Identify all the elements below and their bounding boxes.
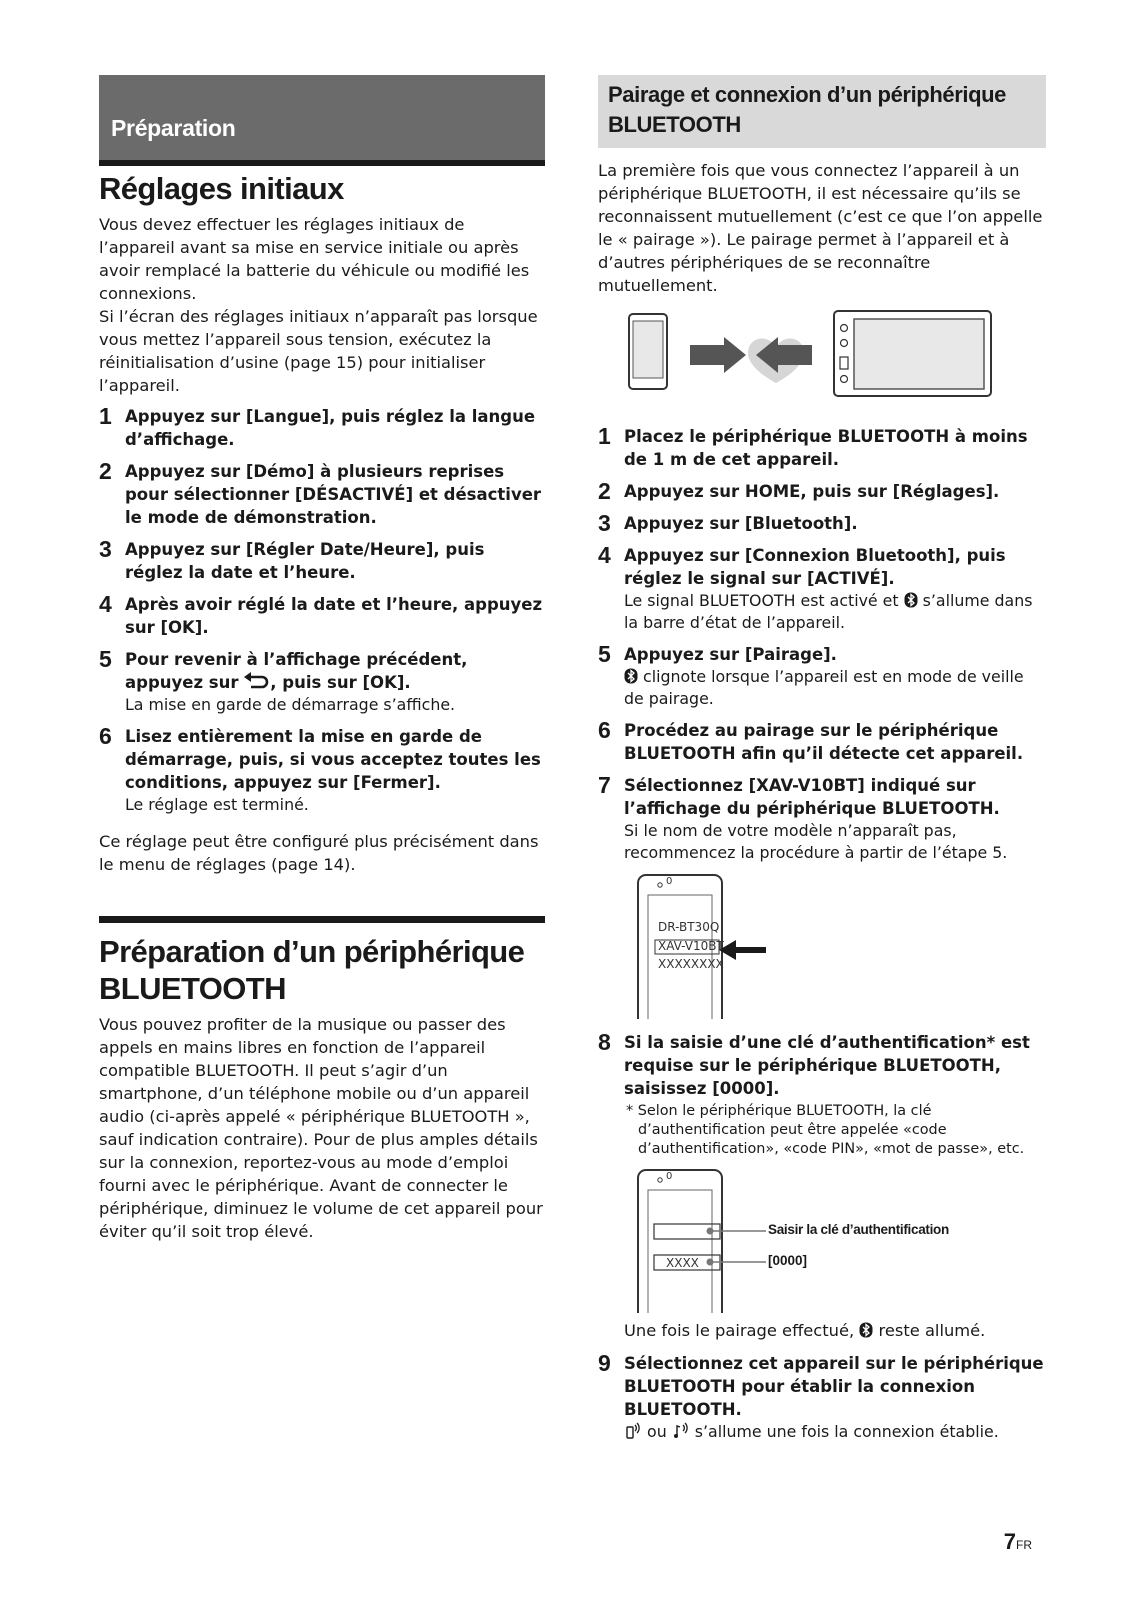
step-text [125, 648, 545, 694]
step-number: 1 [99, 403, 112, 429]
pairing-steps-list-3 [598, 1352, 1046, 1443]
list-item [598, 512, 1046, 535]
step-number: 6 [598, 717, 611, 743]
list-item [598, 643, 1046, 710]
heart-arrows-icon [690, 337, 812, 383]
pairing-steps-list-2 [598, 1031, 1046, 1159]
list-item [598, 774, 1046, 864]
page-number-value: 7 [1003, 1529, 1016, 1554]
passkey-figure [598, 1168, 1046, 1313]
bluetooth-intro: Vous pouvez profiter de la musique ou passer des appels en mains libres en fonction de l’appareil compatible BLUETOOTH. Il peut s’agir d’un smartphone, d’un téléphone mobile ou d’un appareil audio (ci-après appelé « périphérique BLUETOOTH », sauf indication contraire). Pour de plus amples détails sur la connexion, reportez-vous au mode d’emploi fourni avec le périphérique. Avant de connecter le périphérique, diminuez le volume de cet appareil pour éviter qu’il soit trop élevé. [99, 1015, 543, 1241]
list-item [598, 719, 1046, 765]
list-item [99, 725, 545, 816]
step-note: Si le nom de votre modèle n’apparaît pas, recommencez la procédure à partir de l’étape 5. [624, 821, 1008, 862]
title-initial-settings: Réglages initiaux [99, 171, 344, 206]
device-list-item: DR-BT30Q [658, 920, 720, 934]
section-tab-label: Préparation [111, 115, 236, 141]
list-item [598, 1352, 1046, 1443]
page-language-suffix: FR [1016, 1538, 1032, 1552]
step-note [624, 666, 1046, 710]
step-text: Placez le périphérique BLUETOOTH à moins de 1 m de cet appareil. [624, 427, 1028, 469]
bluetooth-icon [904, 592, 918, 608]
title-bluetooth-preparation: Préparation d’un périphérique BLUETOOTH [99, 916, 545, 1007]
bluetooth-icon [624, 668, 638, 684]
after-pairing-note [598, 1319, 1046, 1342]
car-unit-icon [834, 311, 991, 396]
step-note-a: Le signal BLUETOOTH est activé et [624, 591, 899, 610]
back-arrow-icon [244, 672, 270, 690]
step-number: 4 [99, 591, 112, 617]
passkey-label: Saisir la clé d’authentification [768, 1222, 949, 1237]
step-note-b: s’allume une fois la connexion établie. [694, 1422, 999, 1441]
step-number: 7 [598, 772, 611, 798]
after-pairing-text-a: Une fois le pairage effectué, [624, 1321, 855, 1340]
step-number: 5 [598, 641, 611, 667]
passkey-field-value: XXXX [666, 1256, 699, 1270]
section-tab [99, 75, 545, 166]
pairing-illustration [598, 307, 1046, 419]
after-pairing-text-b: reste allumé. [878, 1321, 986, 1340]
arrow-icon [719, 940, 766, 960]
step-number: 2 [598, 478, 611, 504]
list-item [598, 544, 1046, 634]
left-column [99, 75, 545, 1243]
music-connection-icon [672, 1421, 690, 1439]
list-item [99, 593, 545, 639]
passkey-status: 0 [666, 1171, 673, 1182]
step-number: 1 [598, 423, 611, 449]
list-item [99, 460, 545, 529]
initial-steps-list [99, 405, 545, 816]
phone-device-list-figure [598, 873, 1046, 1019]
step-note-b: clignote lorsque l’appareil est en mode de veille de pairage. [624, 667, 1024, 708]
intro-paragraph-1: Vous devez effectuer les réglages initiaux de l’appareil avant sa mise en service initiale ou après avoir remplacé la batterie du véhicule ou modifié les connexions. [99, 215, 530, 303]
list-item [598, 1031, 1046, 1159]
step-text: Procédez au pairage sur le périphérique BLUETOOTH afin qu’il détecte cet appareil. [624, 721, 1024, 763]
phone-connection-icon [624, 1421, 642, 1439]
step-text: Après avoir réglé la date et l’heure, appuyez sur [OK]. [125, 595, 543, 637]
step-text: Sélectionnez cet appareil sur le périphérique BLUETOOTH pour établir la connexion BLUETOOTH. [624, 1354, 1044, 1419]
step-text-a: Pour revenir à l’affichage précédent, appuyez sur [125, 650, 468, 692]
step-text: Appuyez sur [Démo] à plusieurs reprises pour sélectionner [DÉSACTIVÉ] et désactiver le mode de démonstration. [125, 462, 542, 527]
device-list-item: XXXXXXXX [658, 957, 724, 971]
step-note-a: ou [647, 1422, 667, 1441]
step-note: La mise en garde de démarrage s’affiche. [125, 695, 456, 714]
phone-status: 0 [666, 876, 673, 887]
phone-icon [629, 314, 667, 389]
step-note-b: s’allume dans la barre d’état de l’appareil. [624, 591, 1033, 632]
step-text: Lisez entièrement la mise en garde de démarrage, puis, si vous acceptez toutes les conditions, appuyez sur [Fermer]. [125, 727, 541, 792]
pairing-intro: La première fois que vous connectez l’appareil à un périphérique BLUETOOTH, il est nécessaire qu’ils se reconnaissent mutuellement (c’est ce que l’on appelle le « pairage »). Le pairage permet à l’appareil et à d’autres périphériques de se reconnaître mutuellement. [598, 161, 1043, 295]
intro-paragraph-2: Si l’écran des réglages initiaux n’apparaît pas lorsque vous mettez l’appareil sous tension, exécutez la réinitialisation d’usine (page 15) pour initialiser l’appareil. [99, 307, 538, 395]
passkey-value: [0000] [768, 1253, 808, 1268]
step-number: 9 [598, 1350, 611, 1376]
step-number: 3 [99, 536, 112, 562]
device-list-item-selected: XAV-V10BT [658, 939, 724, 953]
list-item [598, 425, 1046, 471]
step-text: Sélectionnez [XAV-V10BT] indiqué sur l’affichage du périphérique BLUETOOTH. [624, 776, 1000, 818]
page-number [1004, 1529, 1032, 1555]
outro-paragraph: Ce réglage peut être configuré plus précisément dans le menu de réglages (page 14). [99, 832, 539, 874]
pairing-diagram [598, 307, 1046, 419]
step-number: 3 [598, 510, 611, 536]
list-item [99, 405, 545, 451]
step-text-b: , puis sur [OK]. [270, 673, 411, 692]
list-item [598, 480, 1046, 503]
step-text: Appuyez sur [Langue], puis réglez la langue d’affichage. [125, 407, 536, 449]
step-number: 2 [99, 458, 112, 484]
step-text: Appuyez sur [Bluetooth]. [624, 514, 858, 533]
right-column [598, 75, 1046, 1452]
bluetooth-icon [859, 1322, 873, 1338]
step-note: Le réglage est terminé. [125, 795, 309, 814]
step-note [624, 590, 1046, 634]
pairing-header: Pairage et connexion d’un périphérique BLUETOOTH [598, 75, 1046, 148]
pairing-steps-list [598, 425, 1046, 864]
step-text: Appuyez sur HOME, puis sur [Réglages]. [624, 482, 1000, 501]
passkey-phone-frame [598, 1168, 1046, 1313]
list-item [99, 538, 545, 584]
list-item [99, 648, 545, 716]
step-text: Appuyez sur [Régler Date/Heure], puis réglez la date et l’heure. [125, 540, 485, 582]
step-number: 4 [598, 542, 611, 568]
step-text: Appuyez sur [Connexion Bluetooth], puis réglez le signal sur [ACTIVÉ]. [624, 546, 1006, 588]
step-number: 5 [99, 646, 112, 672]
step-number: 6 [99, 723, 112, 749]
step-note [624, 1421, 1046, 1443]
step-text: Appuyez sur [Pairage]. [624, 645, 837, 664]
step-number: 8 [598, 1029, 611, 1055]
step-text: Si la saisie d’une clé d’authentification* est requise sur le périphérique BLUETOOTH, saisissez [0000]. [624, 1033, 1030, 1098]
footnote: * Selon le périphérique BLUETOOTH, la clé d’authentification peut être appelée «code d’authentification», «code PIN», «mot de passe», etc. [626, 1103, 1025, 1157]
